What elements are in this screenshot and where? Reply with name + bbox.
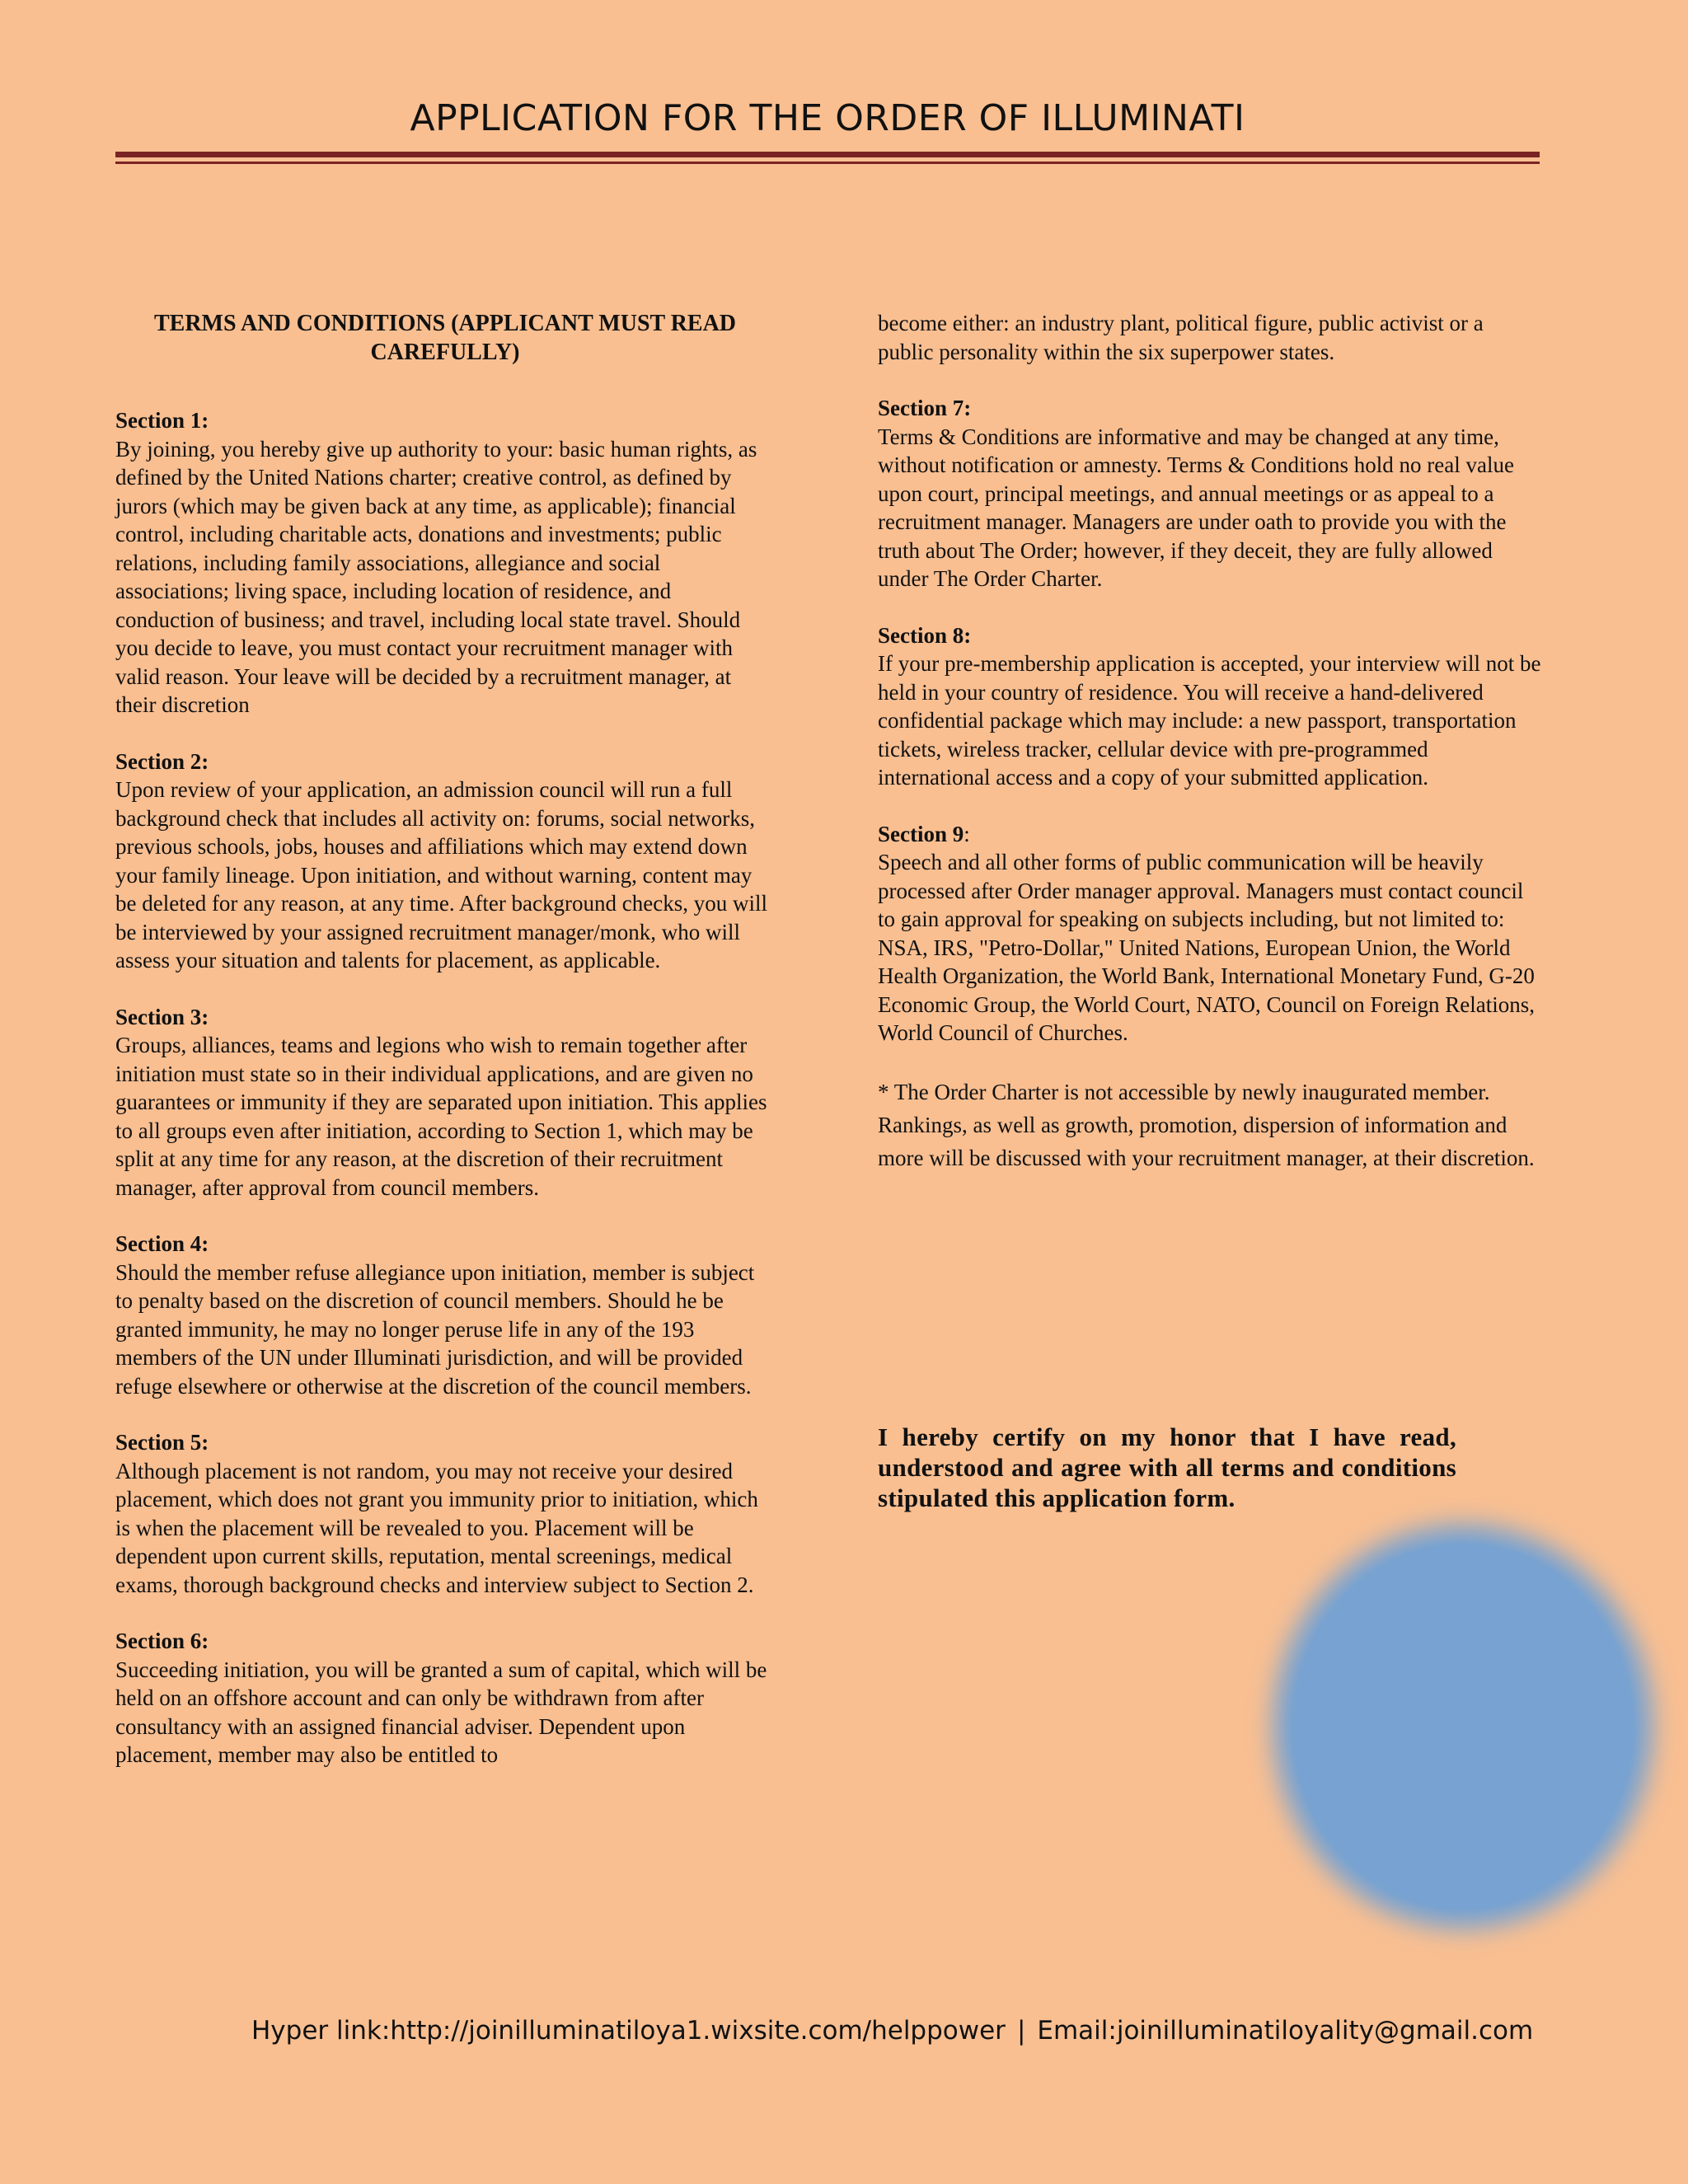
section-body: If your pre-membership application is accepted, your interview will not be held in your country of residence. You will receive a hand-delivered confidential package which may include: a new passport, transportation tickets, wireless tracker, cellular device with pre-programmed international access and a copy of your submitted application. xyxy=(878,651,1541,790)
section-body: Although placement is not random, you may not receive your desired placement, which does not grant you immunity prior to initiation, which is when the placement will be revealed to you. Placement will be dependent upon current skills, reputation, mental screenings, medical exams, thorough background checks and interview subject to Section 2. xyxy=(115,1458,758,1597)
section-body: Groups, alliances, teams and legions who wish to remain together after initiation must state so in their individual applications, and are given no guarantees or immunity if they are separated upon initiation. This applies to all groups even after initiation, according to Section 1, which may be split at any time for any reason, at the discretion of their recruitment manager, after approval from council members. xyxy=(115,1033,767,1200)
section-6-continued: become either: an industry plant, political figure, public activist or a public personality within the six superpower states. xyxy=(878,311,1484,364)
section-heading: Section 1: xyxy=(115,408,209,433)
left-column xyxy=(115,309,775,1797)
title-rule-thin xyxy=(115,162,1540,164)
section-heading xyxy=(878,820,1544,849)
blurred-seal xyxy=(1290,1541,1636,1912)
section-8 xyxy=(878,621,1544,792)
section-heading: Section 8: xyxy=(878,622,972,648)
section-6 xyxy=(115,1627,775,1769)
section-body: Terms & Conditions are informative and may be changed at any time, without notification or amnesty. Terms & Conditions hold no real value upon court, principal meetings, and annual meetings or as appeal to a recruitment manager. Managers are under oath to provide you with the truth about The Order; however, if they deceit, they are fully allowed under The Order Charter. xyxy=(878,424,1514,591)
section-heading: Section 5: xyxy=(115,1430,209,1455)
section-7 xyxy=(878,394,1544,593)
charter-note: * The Order Charter is not accessible by newly inaugurated member. Rankings, as well as growth, promotion, dispersion of information and more will be discussed with your recruitment manager, at their discretion. xyxy=(878,1079,1535,1170)
section-9 xyxy=(878,820,1544,1047)
terms-heading: TERMS AND CONDITIONS (APPLICANT MUST READ CAREFULLY) xyxy=(153,311,737,365)
footer-separator: | xyxy=(1016,2016,1026,2046)
section-body: Succeeding initiation, you will be granted a sum of capital, which will be held on an offshore account and can only be withdrawn from after consultancy with an assigned financial adviser. Dependent upon placement, member may also be entitled to xyxy=(115,1657,767,1767)
section-body: Should the member refuse allegiance upon initiation, member is subject to penalty based on the discretion of council members. Should he be granted immunity, he may no longer peruse life in any of the 193 members of the UN under Illuminati jurisdiction, and will be provided refuge elsewhere or otherwise at the discretion of the council members. xyxy=(115,1259,755,1399)
title-rule-thick xyxy=(115,152,1540,157)
section-5 xyxy=(115,1428,775,1599)
section-heading-colon: : xyxy=(964,821,970,846)
section-1 xyxy=(115,406,775,719)
section-body: By joining, you hereby give up authority to your: basic human rights, as defined by the United Nations charter; creative control, as defined by jurors (which may be given back at any time, as applicable); financial control, including charitable acts, donations and investments; public relations, including family associations, allegiance and social associations; living space, including location of residence, and conduction of business; and travel, including local state travel. Should you decide to leave, you must contact your recruitment manager with valid reason. Your leave will be decided by a recruitment manager, at their discretion xyxy=(115,436,757,717)
section-heading: Section 6: xyxy=(115,1629,209,1653)
section-heading: Section 4: xyxy=(115,1231,209,1256)
section-heading: Section 3: xyxy=(115,1004,209,1029)
right-column xyxy=(878,309,1544,1174)
section-3 xyxy=(115,1003,775,1202)
footer-hyperlink[interactable]: Hyper link:http://joinilluminatiloya1.wixsite.com/helppower xyxy=(251,2016,1006,2046)
section-heading-text: Section 9 xyxy=(878,821,964,846)
document-title: APPLICATION FOR THE ORDER OF ILLUMINATI xyxy=(410,97,1245,139)
certification-statement: I hereby certify on my honor that I have read, understood and agree with all terms and conditions stipulated this application form. xyxy=(878,1422,1456,1512)
section-heading: Section 2: xyxy=(115,748,209,774)
section-4 xyxy=(115,1230,775,1400)
section-heading: Section 7: xyxy=(878,396,972,420)
section-2 xyxy=(115,748,775,975)
section-body: Upon review of your application, an admission council will run a full background check that includes all activity on: forums, social networks, previous schools, jobs, houses and affiliations which may extend down your family lineage. Upon initiation, and without warning, content may be deleted for any reason, at any time. After background checks, you will be interviewed by your assigned recruitment manager/monk, who will assess your situation and talents for placement, as applicable. xyxy=(115,777,767,972)
section-body: Speech and all other forms of public communication will be heavily processed after Order manager approval. Managers must contact council to gain approval for speaking on subjects including, but not limited to: NSA, IRS, "Petro-Dollar," United Nations, European Union, the World Health Organization, the World Bank, International Monetary Fund, G-20 Economic Group, the World Court, NATO, Council on Foreign Relations, World Council of Churches. xyxy=(878,850,1536,1045)
footer xyxy=(251,2016,1570,2046)
footer-email[interactable]: Email:joinilluminatiloyality@gmail.com xyxy=(1037,2016,1534,2046)
